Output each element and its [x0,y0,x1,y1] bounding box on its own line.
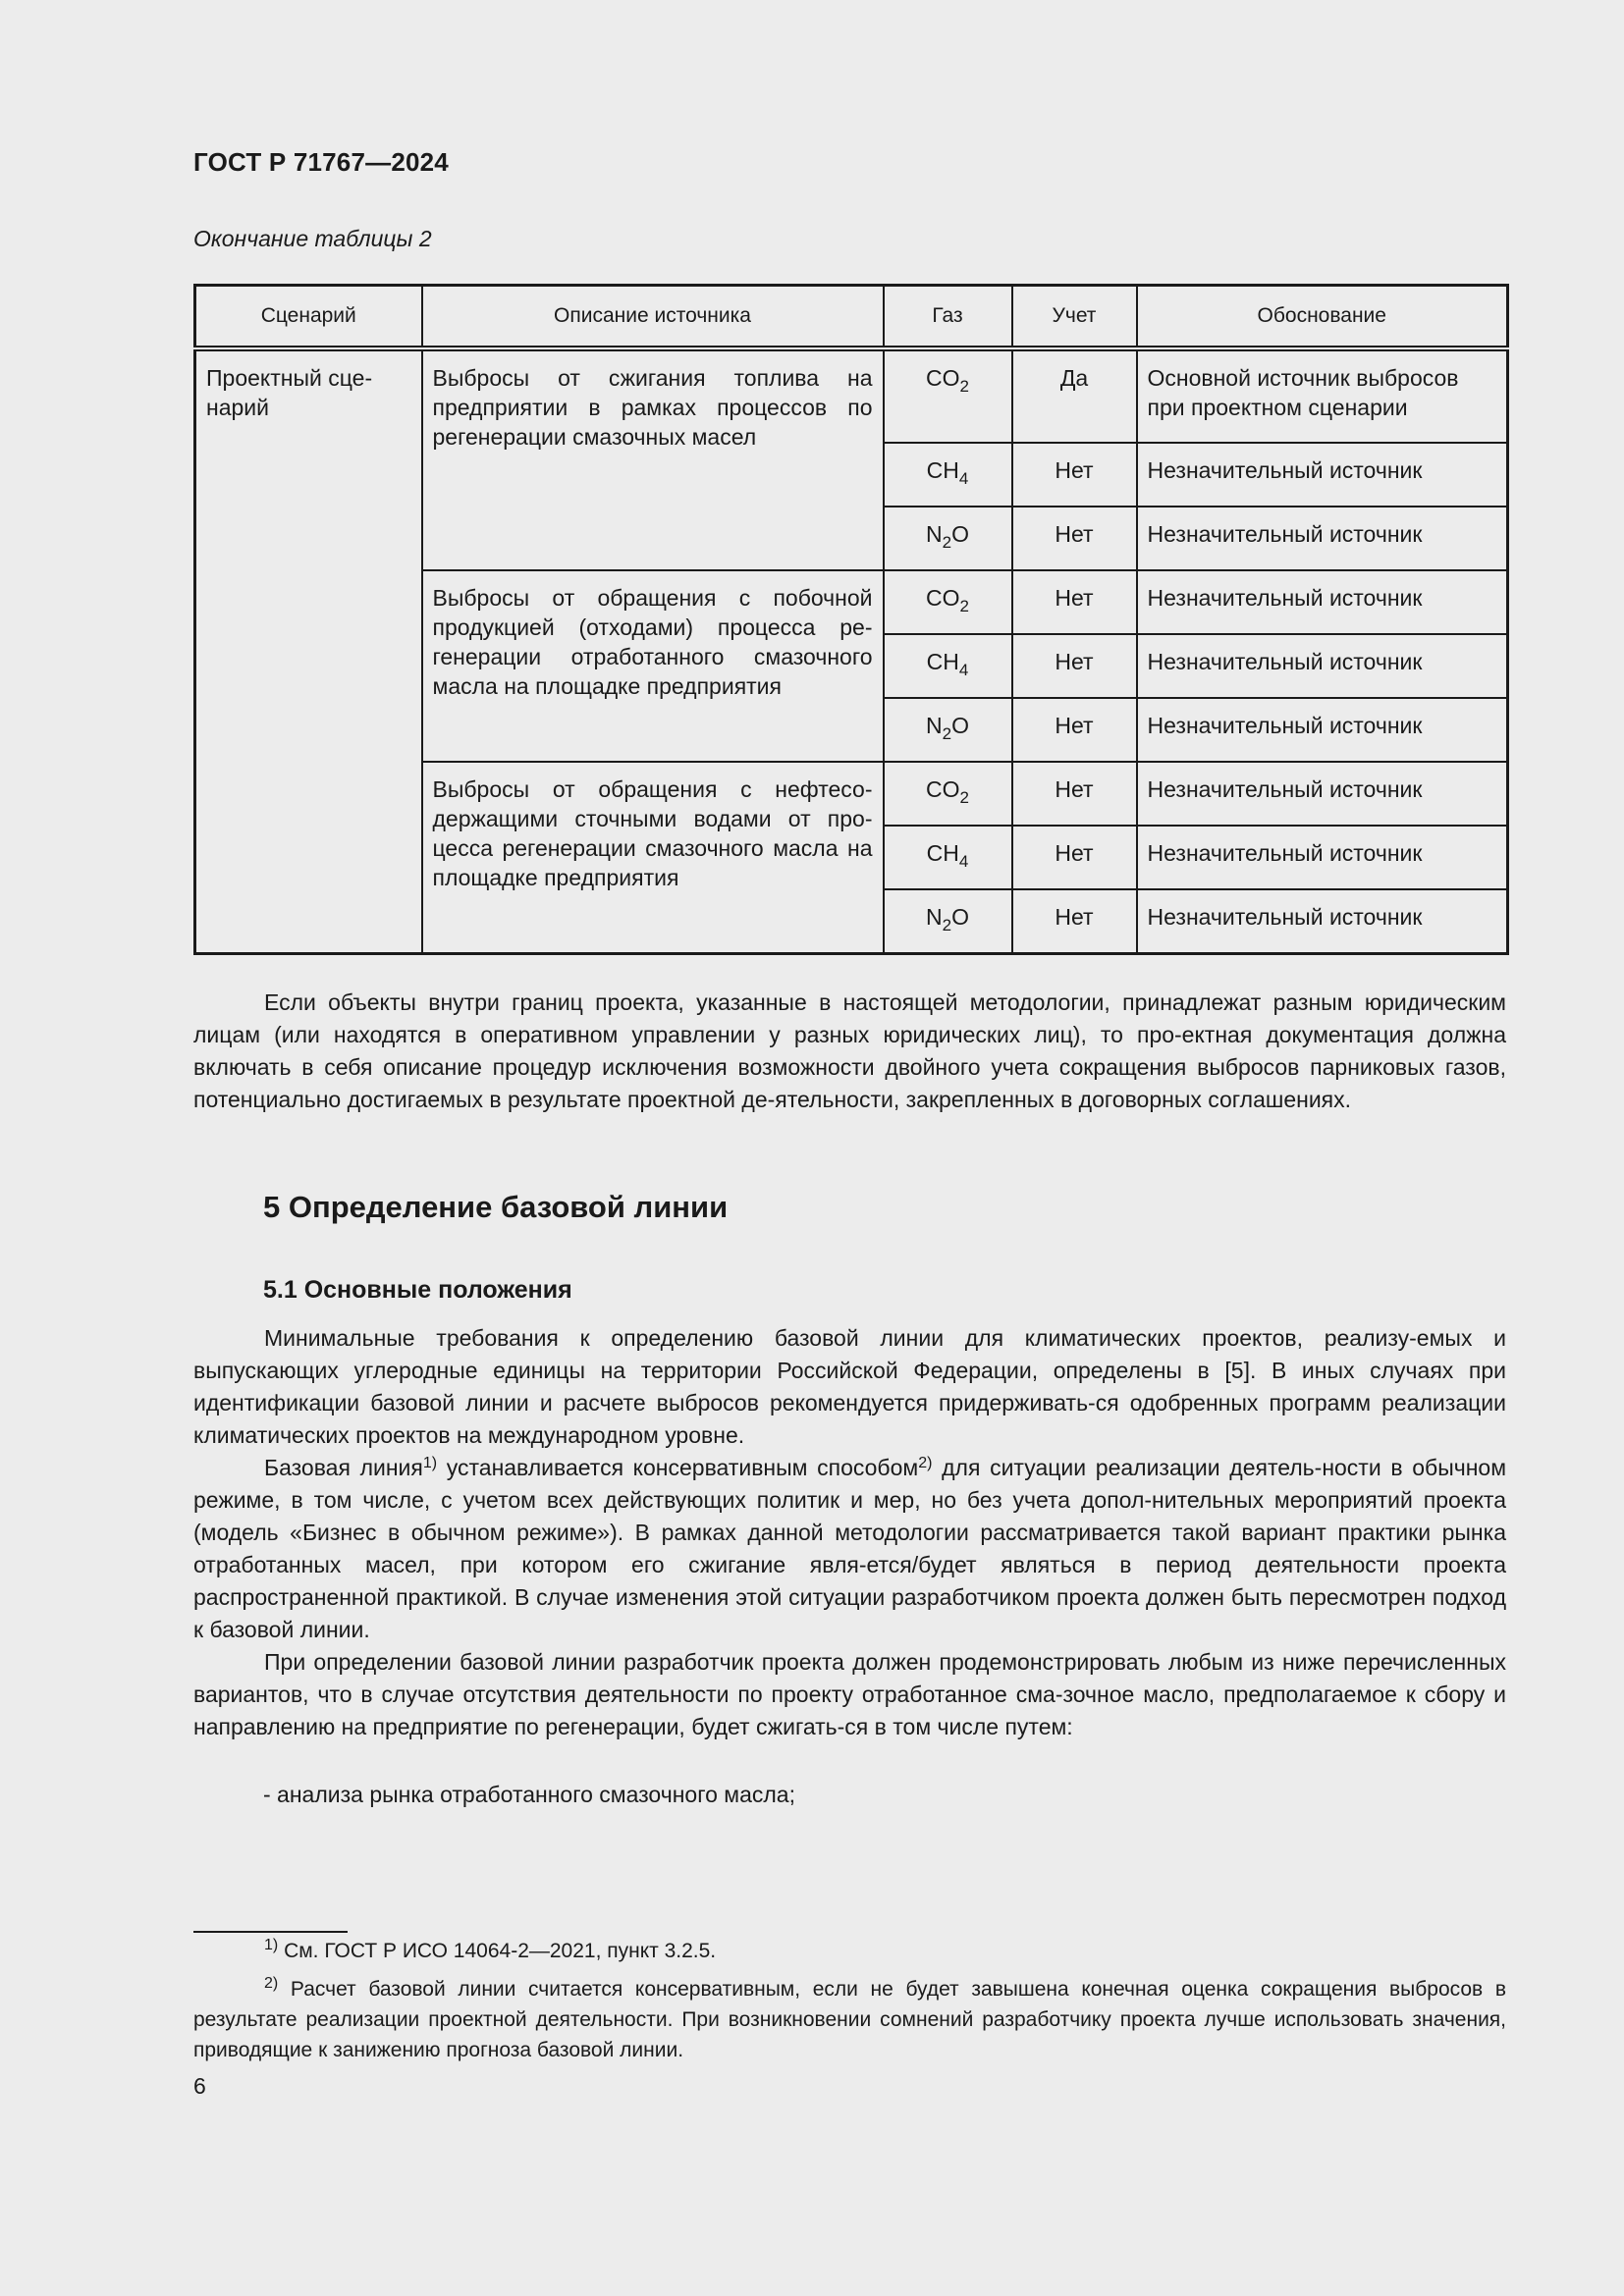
justification-cell: Незначительный источник [1137,826,1508,889]
account-cell: Нет [1012,762,1137,826]
account-cell: Нет [1012,570,1137,634]
footnote-ref-1[interactable]: 1) [422,1455,438,1471]
account-cell: Да [1012,348,1137,443]
account-cell: Нет [1012,698,1137,762]
footnotes [193,1936,1506,2065]
account-cell: Нет [1012,507,1137,570]
gas-cell: $N_2O$ [884,698,1012,762]
paragraph-after-table: Если объекты внутри границ проекта, указанные в настоящей методологии, принадлежат разным юридическим лицам (или находятся в оперативном управлении у разных юридических лиц), то про-ектная документация должна включать в себя описание процедур исключения возможности двойного учета сокращения выбросов парниковых газов, потенциально достигаемых в результате проектной де-ятельности, закрепленных в договорных соглашениях. [193,989,1506,1112]
column-header-gas: Газ [884,286,1012,349]
justification-cell: Незначительный источник [1137,634,1508,698]
account-cell: Нет [1012,826,1137,889]
footnote-2: $^{2)}$ Расчет базовой линии считается консервативным, если не будет завышена конечная оценка сокращения выбросов в результате реализации проектной деятельности. При возникновении сомнений разработчику проекта лучше использовать значения, приводящие к занижению прогноза базовой линии. [193,1975,1506,2061]
source-description-cell: Выбросы от сжигания топлива на предприятии в рамках процессов по регенерации смазочных масел [422,348,884,570]
gas-cell: $N_2O$ [884,507,1012,570]
table-row [195,348,1508,443]
source-description-cell: Выбросы от обращения с побочной продукцией (отходами) процесса ре- генерации отработанного смазочного масла на площадке предприятия [422,570,884,762]
column-header-description: Описание источника [422,286,884,349]
source-description-cell: Выбросы от обращения с нефтесо- держащими сточными водами от про- цесса регенерации смазочного масла на площадке предприятия [422,762,884,953]
gas-cell: $CO_2$ [884,570,1012,634]
justification-cell: Незначительный источник [1137,443,1508,507]
gas-cell: $CH_4$ [884,443,1012,507]
gas-cell: $CH_4$ [884,634,1012,698]
table-caption: Окончание таблицы 2 [193,226,432,251]
gas-cell: $CO_2$ [884,762,1012,826]
scenario-cell: Проектный сце- нарий [195,348,422,953]
paragraph-baseline: Базовая линия$^{1)}$ устанавливается консервативным способом$^{2)}$ для ситуации реализации деятель-ности в обычном режиме, в том числе, с учетом всех действующих политик и мер, но без учета допол-нительных мероприятий проекта (модель «Бизнес в обычном режиме»). В рамках данной методологии рассматривается такой вариант практики рынка отработанных масел, при котором его сжигание явля-ется/будет являться в период деятельности проекта распространенной практикой. В случае изменения этой ситуации разработчиком проекта должен быть пересмотрен подход к базовой линии. [193,1455,1507,1642]
footnote-1: $^{1)}$ См. ГОСТ Р ИСО 14064-2—2021, пункт 3.2.5. [264,1937,717,1962]
gas-cell: $CO_2$ [884,348,1012,443]
paragraph-after-table-block [193,987,1506,1116]
subsection-title: 5.1 Основные положения [263,1276,572,1304]
gas-cell: $CH_4$ [884,826,1012,889]
justification-cell: Незначительный источник [1137,698,1508,762]
account-cell: Нет [1012,634,1137,698]
standard-header: ГОСТ Р 71767—2024 [193,147,449,177]
column-header-scenario: Сценарий [195,286,422,349]
footnote-separator [193,1931,348,1933]
justification-cell: Незначительный источник [1137,762,1508,826]
column-header-account: Учет [1012,286,1137,349]
account-cell: Нет [1012,889,1137,953]
list-item: - анализа рынка отработанного смазочного масла; [263,1782,795,1807]
justification-cell: Незначительный источник [1137,889,1508,953]
paragraph-requirements: Минимальные требования к определению базовой линии для климатических проектов, реализу-емых и выпускающих углеродные единицы на территории Российской Федерации, определены в [5]. В иных случаях при идентификации базовой линии и расчете выбросов рекомендуется придерживать-ся одобренных программ реализации климатических проектов на международном уровне. [193,1325,1506,1448]
column-header-justification: Обоснование [1137,286,1508,349]
emission-sources-table [193,284,1509,955]
section-body [193,1322,1506,1743]
account-cell: Нет [1012,443,1137,507]
gas-cell: $N_2O$ [884,889,1012,953]
page-number: 6 [193,2073,206,2099]
justification-cell: Незначительный источник [1137,570,1508,634]
justification-cell: Основной источник выбросов при проектном сценарии [1137,348,1508,443]
section-title: 5 Определение базовой линии [263,1190,729,1224]
paragraph-demonstration: При определении базовой линии разработчик проекта должен продемонстрировать любым из ниже перечисленных вариантов, что в случае отсутствия деятельности по проекту отработанное сма-зочное масло, предполагаемое к сбору и направлению на предприятие по регенерации, будет сжигать-ся в том числе путем: [193,1649,1506,1739]
justification-cell: Незначительный источник [1137,507,1508,570]
table-header-row [195,286,1508,349]
footnote-ref-2[interactable]: 2) [918,1455,933,1471]
